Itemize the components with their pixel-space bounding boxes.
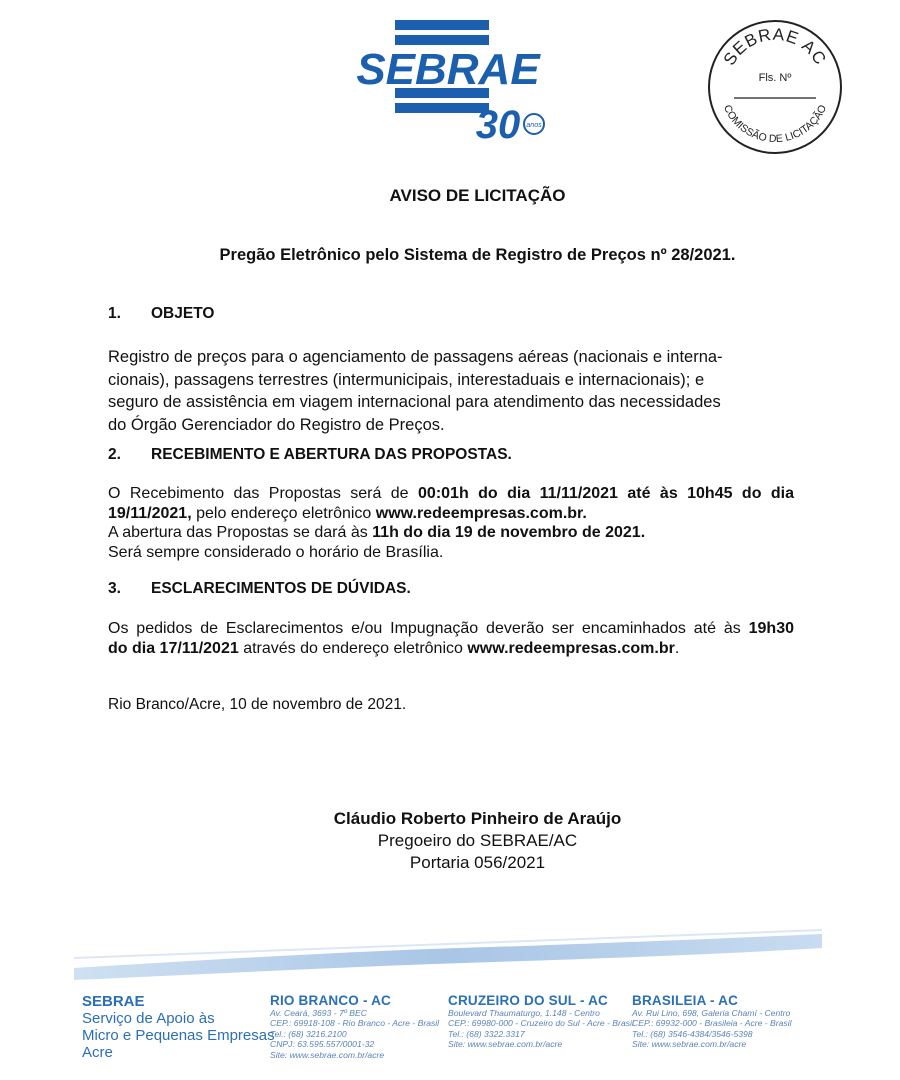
office-line: Site: www.sebrae.com.br/acre: [448, 1039, 563, 1050]
office-name: BRASILEIA - AC: [632, 993, 739, 1008]
office-name: RIO BRANCO - AC: [270, 993, 391, 1008]
office-line: CEP.: 69918-108 - Rio Branco - Acre - Brasil: [270, 1018, 440, 1029]
sebrae-logo: [338, 18, 560, 140]
office-line: Site: www.sebrae.com.br/acre: [270, 1049, 385, 1060]
office-line: CEP.: 69980-000 - Cruzeiro do Sul - Acre - Brasil: [448, 1018, 634, 1029]
office-name: CRUZEIRO DO SUL - AC: [448, 993, 609, 1008]
office-line: Av. Rui Lino, 698, Galeria Chamí - Centro: [632, 1008, 791, 1018]
body-line: Registro de preços para o agenciamento de passagens aéreas (nacionais e interna-: [108, 348, 723, 366]
signatory-role: Pregoeiro do SEBRAE/AC: [377, 831, 578, 850]
section-1-body: [108, 346, 794, 436]
section-number: 2.: [108, 446, 121, 463]
section-number: 1.: [108, 305, 121, 322]
footer-wave: [74, 928, 822, 984]
svg-text:COMISSÃO DE LICITAÇÃO: [721, 103, 829, 145]
body-line: do dia 17/11/2021 através do endereço eletrônico www.redeempresas.com.br.: [108, 639, 680, 657]
section-1-heading: [108, 305, 214, 323]
footer-brand-line: Micro e Pequenas Empresas: [82, 1027, 275, 1044]
body-line: cionais), passagens terrestres (intermunicipais, interestaduais e internacionais); e: [108, 370, 705, 389]
logo-anniversary: 30: [475, 103, 521, 140]
office-line: Av. Ceará, 3693 - 7º BEC: [270, 1008, 367, 1018]
signature-block: [280, 808, 675, 874]
svg-text:SEBRAE AC: [720, 25, 831, 69]
section-title: RECEBIMENTO E ABERTURA DAS PROPOSTAS.: [151, 446, 512, 463]
notice-subtitle: Pregão Eletrônico pelo Sistema de Registro de Preços nº 28/2021.: [219, 246, 736, 264]
section-2-heading: [108, 446, 512, 464]
body-line: Os pedidos de Esclarecimentos e/ou Impugnação deverão ser encaminhados até às 19h30: [108, 620, 794, 637]
office-line: CEP.: 69932-000 - Brasileia - Acre - Brasil: [632, 1018, 792, 1029]
footer-brand-line: Serviço de Apoio às: [82, 1010, 215, 1027]
stamp-bottom-text: COMISSÃO DE LICITAÇÃO: [720, 103, 830, 146]
section-title: OBJETO: [151, 305, 215, 322]
place-date: Rio Branco/Acre, 10 de novembro de 2021.: [108, 696, 407, 713]
office-line: Site: www.sebrae.com.br/acre: [632, 1039, 747, 1050]
footer-office-brasileia: [632, 993, 792, 1050]
body-line: Será sempre considerado o horário de Brasília.: [108, 543, 444, 561]
body-line: seguro de assistência em viagem internacional para atendimento das necessidades: [108, 393, 721, 411]
office-line: Tel.: (68) 3546-4384/3546-5398: [632, 1028, 753, 1039]
footer-office-rio-branco: [270, 993, 439, 1060]
body-line: O Recebimento das Propostas será de 00:01h do dia 11/11/2021 até às 10h45 do dia: [108, 485, 795, 502]
notice-title: AVISO DE LICITAÇÃO: [389, 186, 566, 205]
body-line: do Órgão Gerenciador do Registro de Preços.: [108, 415, 445, 434]
office-line: Boulevard Thaumaturgo, 1.148 - Centro: [448, 1008, 600, 1018]
footer-brand-line: Acre: [82, 1044, 113, 1061]
section-2-body: [108, 484, 794, 562]
section-number: 3.: [108, 580, 121, 597]
signatory-ordinance: Portaria 056/2021: [409, 853, 546, 872]
footer-brand: [82, 993, 275, 1061]
footer-brand-name: SEBRAE: [82, 993, 145, 1010]
commission-stamp: [706, 18, 844, 156]
section-title: ESCLARECIMENTOS DE DÚVIDAS.: [151, 580, 411, 597]
logo-wordmark: SEBRAE: [356, 45, 540, 94]
footer-office-cruzeiro-do-sul: [448, 993, 634, 1050]
body-line: 19/11/2021, pelo endereço eletrônico www.redeempresas.com.br.: [108, 504, 587, 522]
section-3-heading: [108, 580, 411, 598]
signatory-name: Cláudio Roberto Pinheiro de Araújo: [333, 809, 622, 828]
stamp-top-text: SEBRAE AC: [719, 24, 831, 69]
body-line: A abertura das Propostas se dará às 11h do dia 19 de novembro de 2021.: [108, 524, 646, 541]
office-line: Tel.: (68) 3216.2100: [270, 1028, 347, 1039]
office-line: Tel.: (68) 3322.3317: [448, 1028, 525, 1039]
office-line: CNPJ: 63.595.557/0001-32: [270, 1039, 375, 1050]
section-3-body: [108, 619, 794, 658]
stamp-label: Fls. Nº: [758, 72, 792, 84]
logo-anniversary-suffix: anos: [526, 122, 542, 129]
